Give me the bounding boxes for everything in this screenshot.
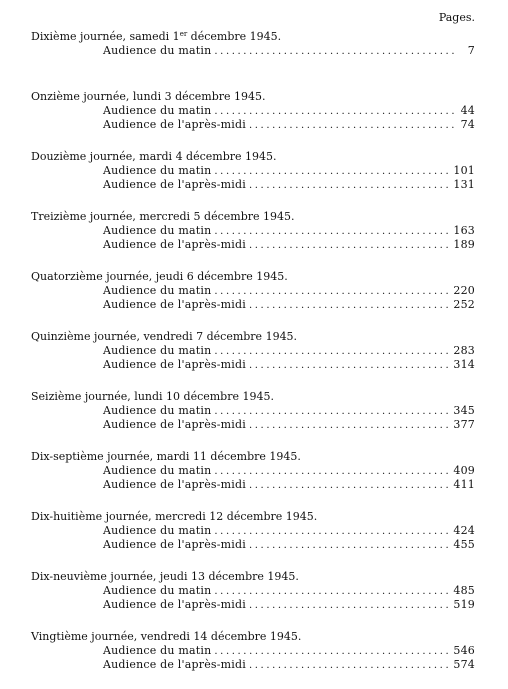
toc-entry <box>31 524 475 538</box>
day-title <box>31 269 475 284</box>
day-section <box>31 389 475 449</box>
toc-entry <box>31 464 475 478</box>
day-section <box>31 149 475 209</box>
toc-entry <box>31 238 475 252</box>
entry-label: Audience de l'après-midi <box>103 598 246 611</box>
entry-label: Audience du matin <box>103 464 212 477</box>
day-title-text: Dixième journée, samedi 1 <box>31 30 180 43</box>
entry-label: Audience du matin <box>103 284 212 297</box>
day-title <box>31 509 475 524</box>
entry-page-number: 345 <box>453 404 475 417</box>
day-title <box>31 389 475 404</box>
day-title-text: Dix-septième journée, mardi 11 décembre 1945. <box>31 450 301 463</box>
entry-page-number: 283 <box>453 344 475 357</box>
entry-page-number: 7 <box>467 44 475 57</box>
day-section <box>31 89 475 149</box>
entry-page-number: 101 <box>453 164 475 177</box>
toc-entry <box>31 658 475 672</box>
toc-entry <box>31 538 475 552</box>
leader-dots <box>214 105 454 119</box>
table-of-contents <box>31 29 475 689</box>
leader-dots <box>214 285 450 299</box>
leader-dots <box>249 359 450 373</box>
leader-dots <box>214 165 450 179</box>
entry-page-number: 377 <box>453 418 475 431</box>
entry-page-number: 485 <box>453 584 475 597</box>
leader-dots <box>249 539 450 553</box>
entry-label: Audience de l'après-midi <box>103 298 246 311</box>
leader-dots <box>214 465 450 479</box>
leader-dots <box>214 345 450 359</box>
toc-entry <box>31 358 475 372</box>
entry-page-number: 519 <box>453 598 475 611</box>
entry-label: Audience du matin <box>103 164 212 177</box>
entry-label: Audience du matin <box>103 524 212 537</box>
entry-label: Audience de l'après-midi <box>103 238 246 251</box>
entry-page-number: 314 <box>453 358 475 371</box>
entry-label: Audience du matin <box>103 404 212 417</box>
toc-entry <box>31 118 475 132</box>
entry-label: Audience de l'après-midi <box>103 358 246 371</box>
entry-label: Audience du matin <box>103 104 212 117</box>
toc-entry <box>31 104 475 118</box>
entry-label: Audience de l'après-midi <box>103 418 246 431</box>
day-title-text: Quinzième journée, vendredi 7 décembre 1945. <box>31 330 298 343</box>
entry-page-number: 220 <box>453 284 475 297</box>
entry-label: Audience de l'après-midi <box>103 658 246 671</box>
toc-entry <box>31 404 475 418</box>
leader-dots <box>214 225 450 239</box>
entry-page-number: 163 <box>453 224 475 237</box>
entry-label: Audience du matin <box>103 44 212 57</box>
entry-label: Audience de l'après-midi <box>103 178 246 191</box>
toc-entry <box>31 178 475 192</box>
pages-column-header: Pages. <box>438 11 475 24</box>
leader-dots <box>249 419 450 433</box>
day-title-text: Dix-huitième journée, mercredi 12 décembre 1945. <box>31 510 318 523</box>
leader-dots <box>249 179 450 193</box>
leader-dots <box>214 405 450 419</box>
toc-entry <box>31 344 475 358</box>
day-title-text: Vingtième journée, vendredi 14 décembre 1945. <box>31 630 302 643</box>
leader-dots <box>249 599 450 613</box>
entry-page-number: 424 <box>453 524 475 537</box>
toc-entry <box>31 584 475 598</box>
entry-page-number: 131 <box>453 178 475 191</box>
day-title <box>31 449 475 464</box>
day-section <box>31 209 475 269</box>
toc-entry <box>31 644 475 658</box>
leader-dots <box>249 659 450 673</box>
entry-label: Audience du matin <box>103 224 212 237</box>
leader-dots <box>214 525 450 539</box>
leader-dots <box>214 645 450 659</box>
toc-entry <box>31 224 475 238</box>
day-title <box>31 29 475 44</box>
day-title-text: Seizième journée, lundi 10 décembre 1945. <box>31 390 274 403</box>
leader-dots <box>214 585 450 599</box>
day-title-rest: décembre 1945. <box>187 30 282 43</box>
entry-label: Audience du matin <box>103 344 212 357</box>
toc-entry <box>31 298 475 312</box>
entry-page-number: 44 <box>460 104 475 117</box>
entry-label: Audience de l'après-midi <box>103 478 246 491</box>
day-title <box>31 329 475 344</box>
day-section <box>31 509 475 569</box>
day-section <box>31 629 475 689</box>
entry-label: Audience de l'après-midi <box>103 538 246 551</box>
entry-label: Audience du matin <box>103 644 212 657</box>
day-title-text: Dix-neuvième journée, jeudi 13 décembre 1945. <box>31 570 299 583</box>
day-section <box>31 29 475 89</box>
day-title <box>31 209 475 224</box>
leader-dots <box>249 239 450 253</box>
toc-entry <box>31 478 475 492</box>
day-section <box>31 329 475 389</box>
leader-dots <box>249 299 450 313</box>
toc-entry <box>31 598 475 612</box>
toc-entry <box>31 164 475 178</box>
entry-page-number: 189 <box>453 238 475 251</box>
toc-entry <box>31 284 475 298</box>
day-title-text: Quatorzième journée, jeudi 6 décembre 1945. <box>31 270 288 283</box>
entry-page-number: 455 <box>453 538 475 551</box>
day-title <box>31 89 475 104</box>
day-title-text: Douzième journée, mardi 4 décembre 1945. <box>31 150 277 163</box>
day-title-text: Onzième journée, lundi 3 décembre 1945. <box>31 90 266 103</box>
day-section <box>31 269 475 329</box>
day-title-text: Treizième journée, mercredi 5 décembre 1945. <box>31 210 295 223</box>
entry-page-number: 409 <box>453 464 475 477</box>
day-title-superscript: er <box>179 30 188 38</box>
entry-page-number: 74 <box>460 118 475 131</box>
toc-entry <box>31 418 475 432</box>
day-title <box>31 569 475 584</box>
leader-dots <box>249 119 454 133</box>
toc-entry <box>31 44 475 58</box>
day-title <box>31 149 475 164</box>
day-section <box>31 449 475 509</box>
leader-dots <box>214 45 454 59</box>
day-title <box>31 629 475 644</box>
entry-page-number: 574 <box>453 658 475 671</box>
entry-label: Audience du matin <box>103 584 212 597</box>
entry-label: Audience de l'après-midi <box>103 118 246 131</box>
day-section <box>31 569 475 629</box>
leader-dots <box>249 479 450 493</box>
entry-page-number: 252 <box>453 298 475 311</box>
entry-page-number: 411 <box>453 478 475 491</box>
entry-page-number: 546 <box>453 644 475 657</box>
